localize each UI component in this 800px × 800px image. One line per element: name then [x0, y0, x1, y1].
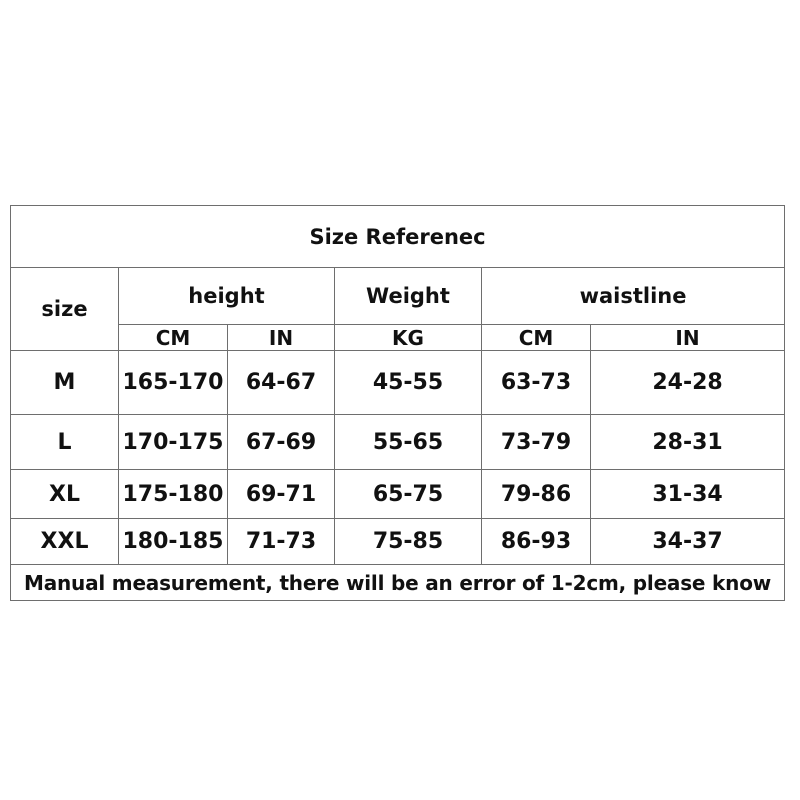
height-in-unit: IN — [228, 325, 335, 351]
table-title: Size Referenec — [11, 206, 785, 268]
waist-in-cell: 28-31 — [591, 415, 785, 470]
waist-cm-cell: 63-73 — [482, 351, 591, 415]
size-reference-table — [10, 205, 785, 601]
height-cm-cell: 180-185 — [119, 519, 228, 565]
size-cell: M — [11, 351, 119, 415]
group-header-row — [11, 268, 785, 325]
height-in-cell: 64-67 — [228, 351, 335, 415]
note-row — [11, 565, 785, 601]
waist-in-cell: 24-28 — [591, 351, 785, 415]
weight-kg-cell: 65-75 — [335, 470, 482, 519]
height-in-cell: 71-73 — [228, 519, 335, 565]
height-cm-cell: 170-175 — [119, 415, 228, 470]
height-cm-cell: 165-170 — [119, 351, 228, 415]
weight-kg-cell: 55-65 — [335, 415, 482, 470]
size-column-header: size — [11, 268, 119, 351]
size-cell: XXL — [11, 519, 119, 565]
height-in-cell: 69-71 — [228, 470, 335, 519]
waist-cm-cell: 73-79 — [482, 415, 591, 470]
measurement-note: Manual measurement, there will be an error of 1-2cm, please know — [11, 565, 785, 601]
size-cell: L — [11, 415, 119, 470]
waistline-group-header: waistline — [482, 268, 785, 325]
unit-header-row — [11, 325, 785, 351]
waist-cm-unit: CM — [482, 325, 591, 351]
weight-kg-cell: 75-85 — [335, 519, 482, 565]
height-in-cell: 67-69 — [228, 415, 335, 470]
table-row — [11, 351, 785, 415]
weight-kg-unit: KG — [335, 325, 482, 351]
table-row — [11, 415, 785, 470]
title-row — [11, 206, 785, 268]
table-row — [11, 519, 785, 565]
waist-cm-cell: 79-86 — [482, 470, 591, 519]
weight-group-header: Weight — [335, 268, 482, 325]
size-cell: XL — [11, 470, 119, 519]
weight-kg-cell: 45-55 — [335, 351, 482, 415]
table-row — [11, 470, 785, 519]
height-group-header: height — [119, 268, 335, 325]
height-cm-cell: 175-180 — [119, 470, 228, 519]
waist-in-cell: 31-34 — [591, 470, 785, 519]
waist-in-cell: 34-37 — [591, 519, 785, 565]
waist-in-unit: IN — [591, 325, 785, 351]
waist-cm-cell: 86-93 — [482, 519, 591, 565]
height-cm-unit: CM — [119, 325, 228, 351]
